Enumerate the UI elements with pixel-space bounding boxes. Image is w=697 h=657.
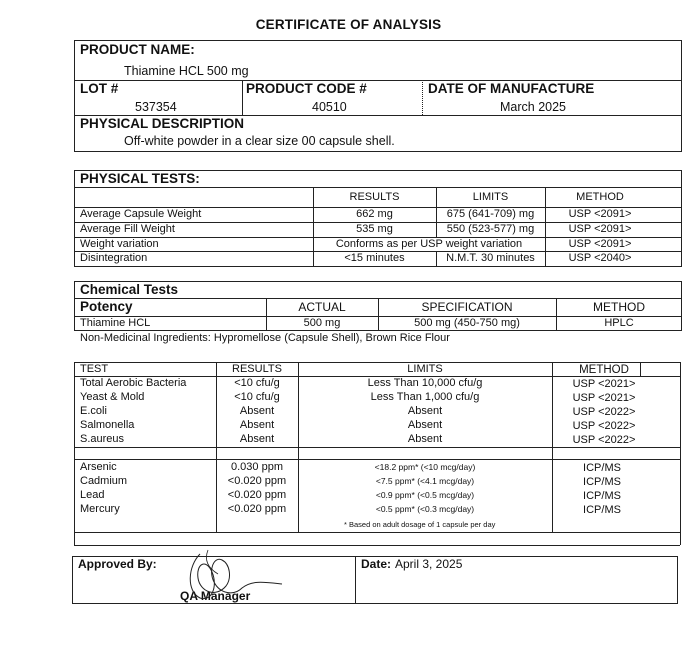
- metal-method: ICP/MS: [583, 504, 621, 516]
- micro-test-method: USP <2022>: [572, 420, 636, 432]
- test-limit: 550 (523-577) mg: [446, 223, 535, 235]
- test-method: USP <2040>: [568, 252, 632, 264]
- product-name-label: PRODUCT NAME:: [80, 42, 195, 57]
- metal-limit: <18.2 ppm* (<10 mcg/day): [374, 462, 476, 472]
- micro-test-name: Total Aerobic Bacteria: [80, 377, 187, 389]
- approval-date: April 3, 2025: [395, 557, 463, 571]
- metal-name: Arsenic: [80, 461, 117, 473]
- chemical-tests-heading: Chemical Tests: [80, 282, 179, 297]
- physical-method-header: METHOD: [576, 191, 624, 203]
- potency-method: HPLC: [604, 317, 634, 329]
- chem-method-header: METHOD: [593, 300, 645, 314]
- micro-results-header: RESULTS: [232, 363, 282, 375]
- test-name: Average Fill Weight: [80, 223, 175, 235]
- physical-results-header: RESULTS: [349, 191, 400, 203]
- specification-header: SPECIFICATION: [421, 300, 513, 314]
- test-method: USP <2091>: [568, 238, 632, 250]
- micro-test-name: Salmonella: [80, 419, 135, 431]
- signature-image: [178, 546, 288, 604]
- metal-method: ICP/MS: [583, 490, 621, 502]
- date-of-manufacture-label: DATE OF MANUFACTURE: [428, 81, 595, 96]
- metal-result: <0.020 ppm: [227, 489, 287, 501]
- product-code-label: PRODUCT CODE #: [246, 81, 367, 96]
- product-name: Thiamine HCL 500 mg: [124, 64, 249, 78]
- test-result: 662 mg: [356, 208, 393, 220]
- metal-result: <0.020 ppm: [227, 475, 287, 487]
- metal-name: Mercury: [80, 503, 120, 515]
- micro-test-result: <10 cfu/g: [234, 391, 280, 403]
- test-name: Disintegration: [80, 252, 148, 264]
- micro-test-result: Absent: [239, 433, 275, 445]
- potency-actual: 500 mg: [303, 317, 341, 329]
- micro-test-method: USP <2021>: [572, 392, 636, 404]
- micro-method-header: METHOD: [579, 364, 629, 376]
- physical-description-label: PHYSICAL DESCRIPTION: [80, 116, 245, 131]
- micro-test-limit: Absent: [407, 405, 443, 417]
- metal-result: <0.020 ppm: [227, 503, 287, 515]
- micro-test-result: <10 cfu/g: [234, 377, 280, 389]
- non-medicinal-ingredients: Non-Medicinal Ingredients: Hypromellose (Capsule Shell), Brown Rice Flour: [80, 332, 450, 344]
- micro-test-name: S.aureus: [80, 433, 125, 445]
- micro-test-result: Absent: [239, 405, 275, 417]
- micro-test-name: Yeast & Mold: [80, 391, 145, 403]
- micro-test-method: USP <2022>: [572, 434, 636, 446]
- actual-header: ACTUAL: [298, 300, 346, 314]
- micro-test-limit: Absent: [407, 433, 443, 445]
- micro-test-limit: Less Than 10,000 cfu/g: [367, 377, 483, 389]
- potency-label: Potency: [80, 299, 133, 314]
- physical-description: Off-white powder in a clear size 00 capsule shell.: [124, 134, 395, 148]
- approved-by-label: Approved By:: [78, 557, 157, 571]
- physical-tests-heading: PHYSICAL TESTS:: [80, 171, 200, 186]
- date-of-manufacture: March 2025: [500, 100, 567, 114]
- micro-test-limit: Absent: [407, 419, 443, 431]
- potency-spec: 500 mg (450-750 mg): [414, 317, 520, 329]
- metal-name: Cadmium: [80, 475, 128, 487]
- test-result: 535 mg: [356, 223, 393, 235]
- test-name: Weight variation: [80, 238, 159, 250]
- dosage-footnote: * Based on adult dosage of 1 capsule per day: [344, 520, 496, 529]
- test-method: USP <2091>: [568, 223, 632, 235]
- micro-test-limit: Less Than 1,000 cfu/g: [370, 391, 480, 403]
- micro-test-name: E.coli: [80, 405, 107, 417]
- micro-test-header: TEST: [80, 363, 109, 375]
- metal-limit: <7.5 ppm* (<4.1 mcg/day): [375, 476, 475, 486]
- metal-method: ICP/MS: [583, 462, 621, 474]
- potency-ingredient: Thiamine HCL: [80, 317, 151, 329]
- test-limit: 675 (641-709) mg: [446, 208, 535, 220]
- test-result: <15 minutes: [344, 252, 405, 264]
- test-name: Average Capsule Weight: [80, 208, 202, 220]
- micro-test-result: Absent: [239, 419, 275, 431]
- metal-method: ICP/MS: [583, 476, 621, 488]
- test-result: Conforms as per USP weight variation: [335, 238, 523, 250]
- micro-limits-header: LIMITS: [407, 363, 443, 375]
- physical-limits-header: LIMITS: [472, 191, 509, 203]
- lot-number: 537354: [135, 100, 177, 114]
- approver-role: QA Manager: [180, 589, 251, 603]
- approval-date-label: Date:: [361, 557, 392, 571]
- metal-result: 0.030 ppm: [231, 461, 283, 473]
- lot-label: LOT #: [80, 81, 119, 96]
- document-title: CERTIFICATE OF ANALYSIS: [255, 17, 442, 32]
- metal-limit: <0.5 ppm* (<0.3 mcg/day): [375, 504, 475, 514]
- test-limit: N.M.T. 30 minutes: [446, 252, 535, 264]
- micro-test-method: USP <2021>: [572, 378, 636, 390]
- test-method: USP <2091>: [568, 208, 632, 220]
- metal-name: Lead: [80, 489, 105, 501]
- product-code: 40510: [312, 100, 347, 114]
- metal-limit: <0.9 ppm* (<0.5 mcg/day): [375, 490, 475, 500]
- micro-test-method: USP <2022>: [572, 406, 636, 418]
